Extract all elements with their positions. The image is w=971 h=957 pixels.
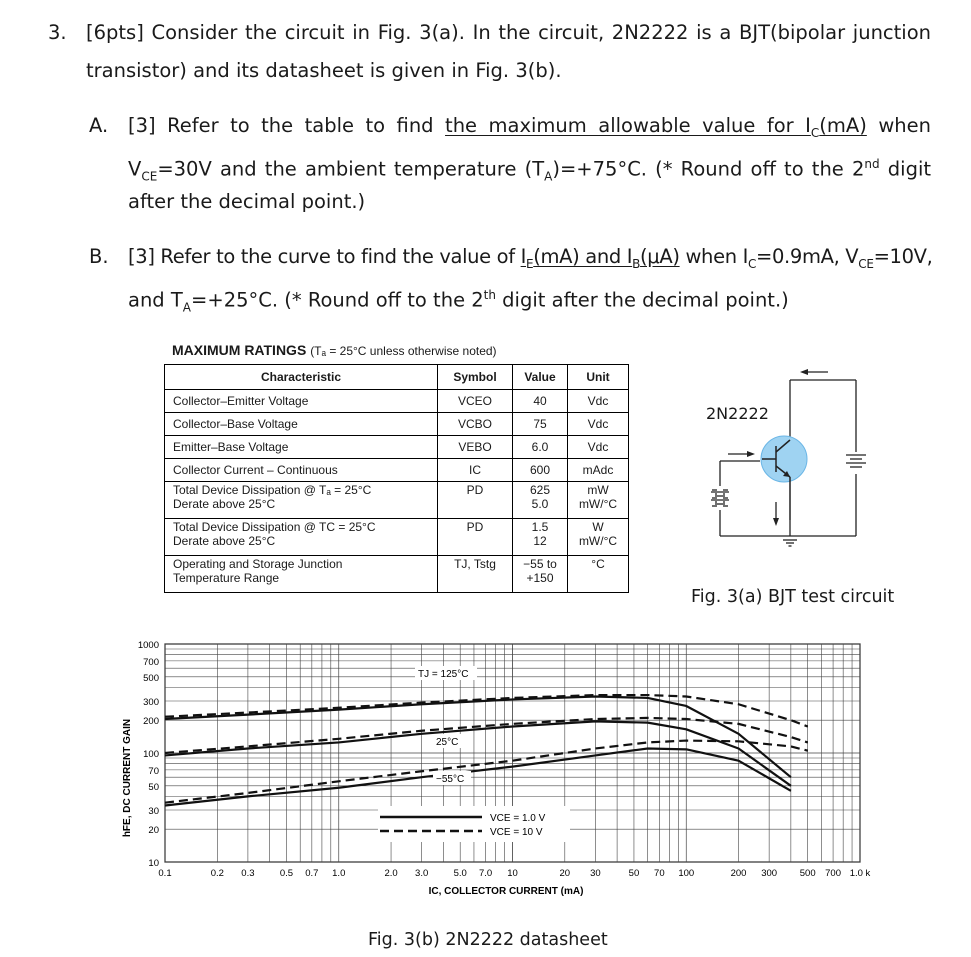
annot-25c — [433, 734, 465, 748]
ratings-row — [165, 459, 629, 482]
x-tick-label: 30 — [590, 868, 601, 879]
y-tick-label: 500 — [143, 672, 159, 684]
collector-current-arrow — [800, 369, 828, 375]
part-a-line3: after the decimal point.) — [128, 190, 366, 213]
row-characteristic: Total Device Dissipation @ TC = 25°C Derate above 25°C — [165, 519, 438, 556]
x-tick-label: 1.0 k — [849, 868, 871, 879]
ratings-row — [165, 519, 629, 556]
ratings-table — [164, 364, 629, 593]
header-value: Value — [513, 365, 568, 390]
row-characteristic: Emitter–Base Voltage — [165, 436, 438, 459]
row-characteristic: Collector Current – Continuous — [165, 459, 438, 482]
x-tick-label: 10 — [507, 868, 518, 879]
x-tick-label: 5.0 — [453, 868, 467, 879]
x-tick-label: 3.0 — [415, 868, 429, 879]
row-symbol: VCEO — [438, 390, 513, 413]
y-tick-label: 300 — [143, 696, 159, 708]
row-unit: W mW/°C — [568, 519, 629, 556]
y-tick-label: 1000 — [137, 640, 159, 651]
y-tick-label: 700 — [143, 656, 159, 668]
legend-dashed-label: VCE = 10 V — [490, 827, 543, 838]
y-axis-label: hFE, DC CURRENT GAIN — [122, 718, 133, 838]
y-tick-label: 100 — [143, 749, 159, 760]
y-tick-label: 10 — [148, 858, 159, 869]
x-tick-label: 500 — [799, 868, 816, 879]
part-b-line1: [3] Refer to the curve to find the value of $I_E(mA)$ and $I_B(\mu A)$ when $I_C=0.9mA$, $V_{CE}=10V$, — [128, 245, 933, 271]
circuit-caption: Fig. 3(a) BJT test circuit — [691, 587, 895, 607]
row-characteristic: Collector–Emitter Voltage — [165, 390, 438, 413]
part-b-label: B. — [89, 245, 109, 268]
row-value: −55 to +150 — [513, 556, 568, 593]
x-tick-label: 1.0 — [332, 868, 346, 879]
x-tick-label: 20 — [559, 868, 571, 879]
row-symbol: VEBO — [438, 436, 513, 459]
row-symbol: PD — [438, 482, 513, 519]
datasheet-caption: Fig. 3(b) 2N2222 datasheet — [368, 930, 608, 950]
row-value: 625 5.0 — [513, 482, 568, 519]
legend-solid-label: VCE = 1.0 V — [490, 813, 546, 824]
row-characteristic: Operating and Storage Junction Temperature Range — [165, 556, 438, 593]
x-tick-label: 50 — [628, 868, 640, 879]
header-unit: Unit — [568, 365, 629, 390]
x-tick-label: 0.2 — [210, 868, 224, 879]
base-current-arrow — [728, 451, 755, 457]
row-unit: Vdc — [568, 390, 629, 413]
row-unit: mW mW/°C — [568, 482, 629, 519]
x-tick-label: 700 — [825, 868, 842, 879]
row-unit: mAdc — [568, 459, 629, 482]
svg-text:25°C: 25°C — [436, 737, 459, 748]
x-tick-label: 7.0 — [478, 868, 493, 879]
row-unit: Vdc — [568, 436, 629, 459]
part-a-label: A. — [89, 114, 109, 137]
row-unit: °C — [568, 556, 629, 593]
y-tick-label: 50 — [148, 781, 159, 793]
ratings-row — [165, 556, 629, 593]
device-label: 2N2222 — [706, 404, 769, 423]
row-value: 600 — [513, 459, 568, 482]
row-symbol: VCBO — [438, 413, 513, 436]
question-intro-line1: [6pts] Consider the circuit in Fig. 3(a). In the circuit, 2N2222 is a BJT(bipolar junction — [86, 21, 931, 44]
ratings-row — [165, 390, 629, 413]
x-tick-label: 2.0 — [384, 868, 398, 879]
ratings-row — [165, 482, 629, 519]
y-tick-label: 30 — [148, 805, 159, 817]
row-symbol: PD — [438, 519, 513, 556]
y-tick-label: 70 — [148, 765, 159, 777]
svg-text:−55°C: −55°C — [436, 774, 465, 785]
header-characteristic: Characteristic — [165, 365, 438, 390]
annot-125c — [415, 666, 477, 680]
x-tick-label: 70 — [654, 868, 665, 879]
x-tick-label: 0.5 — [279, 868, 294, 879]
part-a-line1: [3] Refer to the table to find the maximum allowable value for $I_C(mA)$ when — [128, 114, 931, 140]
row-unit: Vdc — [568, 413, 629, 436]
question-number: 3. — [48, 21, 67, 44]
ground-icon — [783, 520, 797, 546]
header-symbol: Symbol — [438, 365, 513, 390]
emitter-current-arrow — [773, 502, 779, 526]
chart-legend — [378, 806, 570, 842]
x-tick-label: 100 — [678, 868, 695, 879]
series-line — [165, 721, 791, 785]
annot-m55c — [433, 771, 471, 785]
x-tick-label: 200 — [730, 868, 747, 879]
y-tick-label: 200 — [143, 716, 159, 728]
row-value: 75 — [513, 413, 568, 436]
y-tick-label: 20 — [148, 825, 159, 837]
row-characteristic: Total Device Dissipation @ Tₐ = 25°C Derate above 25°C — [165, 482, 438, 519]
x-tick-label: 300 — [761, 868, 778, 879]
ratings-row — [165, 436, 629, 459]
svg-text:TJ = 125°C: TJ = 125°C — [418, 669, 469, 680]
row-symbol: TJ, Tstg — [438, 556, 513, 593]
row-value: 40 — [513, 390, 568, 413]
x-axis-label: IС, COLLECTOR CURRENT (mA) — [428, 886, 584, 897]
x-tick-label: 0.3 — [241, 868, 255, 879]
question-intro-line2: transistor) and its datasheet is given in Fig. 3(b). — [86, 59, 562, 82]
ratings-title: MAXIMUM RATINGS (Tₐ = 25°C unless otherwise noted) — [172, 342, 497, 358]
row-characteristic: Collector–Base Voltage — [165, 413, 438, 436]
hfe-chart — [110, 630, 880, 905]
x-tick-label: 0.1 — [158, 868, 172, 879]
x-tick-label: 0.7 — [305, 868, 319, 879]
row-value: 6.0 — [513, 436, 568, 459]
ratings-row — [165, 413, 629, 436]
part-b-line2: and $T_A=+25^\circ C$. (* Round off to the 2th digit after the decimal point.) — [128, 288, 789, 315]
row-value: 1.5 12 — [513, 519, 568, 556]
part-a-line2: $V_{CE}=30V$ and the ambient temperature $(T_A)=+75^\circ C$. (* Round off to the 2nd digit — [128, 157, 932, 184]
bjt-circuit — [700, 362, 880, 552]
row-symbol: IC — [438, 459, 513, 482]
ratings-header-row — [165, 365, 629, 390]
series-line — [165, 741, 808, 803]
